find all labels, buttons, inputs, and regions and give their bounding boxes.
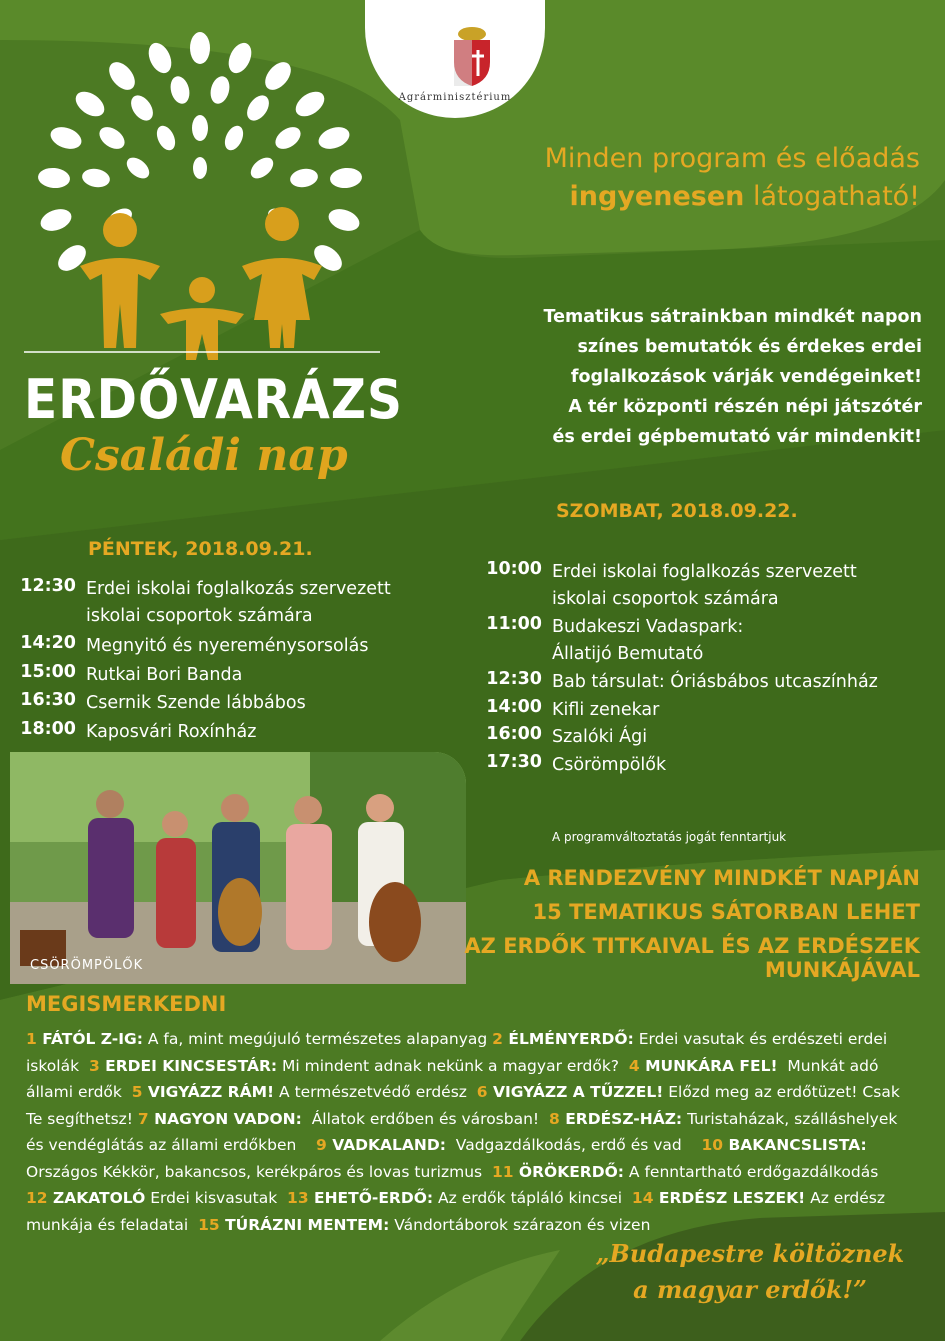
event-text: Az erdész [805, 1189, 886, 1207]
schedule-desc-line: Kaposvári Roxínház [86, 721, 257, 742]
schedule-note: A programváltoztatás jogát fenntartjuk [552, 830, 787, 844]
event-number: 7 [137, 1109, 155, 1128]
tagline-line2 [398, 178, 920, 216]
event-number: 9 [316, 1136, 333, 1154]
schedule-desc [86, 719, 256, 746]
schedule-desc-line: Csernik Szende lábbábos [86, 693, 306, 713]
event-text: Az erdők tápláló kincsei [433, 1189, 632, 1207]
event-text: munkája és feladatai [26, 1215, 199, 1234]
schedule-time: 12:30 [486, 669, 542, 689]
event-text: A fa, mint megújuló természetes alapanyag [142, 1030, 493, 1048]
friday-item [16, 633, 368, 660]
event-text: Erdei vasutak és erdészeti erdei [633, 1030, 888, 1048]
event-text: Mi mindent adnak nekünk a magyar erdők? [277, 1056, 629, 1075]
friday-item [16, 719, 256, 746]
schedule-time: 17:30 [486, 751, 542, 772]
slogan-line: „Budapestre költöznek [595, 1239, 905, 1268]
schedule-desc [86, 662, 242, 689]
intro-text [414, 302, 922, 452]
event-tent-name: ERDEI KINCSESTÁR: [105, 1056, 278, 1075]
event-number: 14 [631, 1189, 659, 1207]
schedule-desc-line: Bab társulat: Óriásbábos utcaszínház [552, 672, 878, 692]
event-text: Vándortáborok szárazon és vizen [389, 1215, 651, 1234]
event-tent-name: FÁTÓL Z-IG: [42, 1030, 143, 1048]
events-headline-3: AZ ERDŐK TITKAIVAL ÉS AZ ERDÉSZEK MUNKÁJÁVAL [464, 934, 920, 982]
schedule-desc [552, 614, 743, 668]
event-text: Állatok erdőben és városban! [301, 1109, 549, 1128]
schedule-desc-line: iskolai csoportok számára [86, 606, 313, 626]
tree-family-logo-icon [10, 28, 390, 368]
event-tent-name: VIGYÁZZ A TŰZZEL! [492, 1083, 664, 1101]
schedule-desc-line: Erdei iskolai foglalkozás szervezett [552, 562, 857, 582]
saturday-item [482, 614, 743, 668]
schedule-time: 15:00 [20, 661, 76, 682]
intro-line: foglalkozások várják vendégeinket! [570, 367, 922, 387]
schedule-desc [552, 669, 878, 696]
brand-subtitle: Családi nap [60, 430, 348, 481]
event-tent-name: MUNKÁRA FEL! [645, 1056, 778, 1075]
schedule-time: 12:30 [20, 576, 76, 596]
event-number: 15 [198, 1215, 226, 1234]
schedule-desc-line: Kifli zenekar [552, 699, 660, 720]
event-number: 6 [476, 1083, 493, 1101]
saturday-item [482, 752, 666, 779]
events-headline-2: 15 TEMATIKUS SÁTORBAN LEHET [532, 900, 920, 924]
event-text: Munkát adó [777, 1056, 879, 1075]
event-line [26, 1030, 920, 1048]
event-text: állami erdők [26, 1083, 132, 1101]
event-text: Te segíthetsz! [26, 1109, 138, 1128]
schedule-time: 11:00 [486, 614, 542, 634]
friday-item [16, 690, 306, 717]
event-tent-name: VADKALAND: [332, 1136, 446, 1154]
schedule-time: 16:00 [486, 724, 542, 744]
schedule-time: 14:20 [20, 633, 76, 653]
intro-line: és erdei gépbemutató vár mindenkit! [552, 427, 922, 447]
event-tent-name: BAKANCSLISTA: [728, 1136, 867, 1154]
event-tent-name: ZAKATOLÓ [52, 1189, 146, 1207]
intro-line: A tér központi részén népi játszótér [568, 397, 922, 417]
events-headline-1: A RENDEZVÉNY MINDKÉT NAPJÁN [523, 866, 920, 890]
schedule-time: 14:00 [486, 696, 542, 717]
schedule-time: 16:30 [20, 690, 76, 710]
event-number: 12 [26, 1189, 53, 1207]
event-number: 2 [492, 1030, 509, 1048]
schedule-desc [552, 559, 857, 613]
tagline-line2-rest: látogatható! [752, 181, 920, 212]
event-tent-name: TÚRÁZNI MENTEM: [225, 1215, 390, 1234]
intro-line: Tematikus sátrainkban mindkét napon [543, 307, 922, 327]
tagline [398, 140, 920, 216]
event-line [26, 1110, 920, 1128]
slogan-line: a magyar erdők!” [633, 1275, 867, 1304]
saturday-title: SZOMBAT, 2018.09.22. [556, 500, 798, 522]
tagline-highlight: ingyenesen [569, 181, 745, 212]
event-tent-name: VIGYÁZZ RÁM! [147, 1083, 275, 1101]
intro-line: színes bemutatók és érdekes erdei [577, 337, 922, 357]
brand-title: ERDŐVARÁZS [24, 368, 404, 431]
events-headline-prefix: MEGISMERKEDNI [26, 992, 227, 1016]
coat-of-arms-icon [448, 26, 496, 88]
event-line [26, 1057, 920, 1075]
event-number: 11 [491, 1162, 519, 1181]
schedule-desc-line: Rutkai Bori Banda [86, 664, 243, 685]
event-tent-name: EHETŐ-ERDŐ: [314, 1189, 434, 1207]
friday-item [16, 576, 391, 630]
event-text: Vadgazdálkodás, erdő és vad [445, 1136, 702, 1154]
event-text: Előzd meg az erdőtüzet! Csak [663, 1083, 900, 1101]
event-text: A fenntartható erdőgazdálkodás [624, 1162, 879, 1181]
event-number: 4 [628, 1056, 646, 1075]
schedule-desc-line: Erdei iskolai foglalkozás szervezett [86, 579, 391, 599]
event-tent-name: ÖRÖKERDŐ: [518, 1162, 624, 1181]
event-text: Erdei kisvasutak [145, 1189, 288, 1207]
event-line [26, 1083, 920, 1101]
event-tent-name: ÉLMÉNYERDŐ: [508, 1030, 634, 1048]
event-line [26, 1163, 920, 1181]
event-tent-name: ERDÉSZ-HÁZ: [565, 1109, 683, 1128]
event-text: Turistaházak, szálláshelyek [682, 1109, 898, 1128]
schedule-desc-line: Budakeszi Vadaspark: [552, 617, 744, 637]
tagline-line1: Minden program és előadás [544, 143, 920, 174]
event-number: 5 [131, 1083, 148, 1101]
saturday-item [482, 559, 857, 613]
saturday-item [482, 697, 659, 724]
event-number: 1 [26, 1030, 43, 1048]
schedule-desc [552, 697, 659, 724]
saturday-item [482, 724, 647, 751]
slogan [570, 1236, 930, 1308]
schedule-desc-line: Megnyitó és nyereménysorsolás [86, 636, 369, 656]
event-number: 10 [701, 1136, 729, 1154]
saturday-item [482, 669, 878, 696]
schedule-desc [86, 690, 306, 717]
schedule-desc [86, 576, 391, 630]
event-line [26, 1136, 920, 1154]
ministry-name: Agrárminisztérium [398, 92, 512, 103]
photo-caption: CSÖRÖMPÖLŐK [30, 958, 144, 973]
event-text: Országos Kékkör, bakancsos, kerékpáros és lovas turizmus [26, 1162, 492, 1181]
schedule-desc [552, 724, 647, 751]
event-text: és vendéglátás az állami erdőkben [26, 1136, 317, 1154]
event-tent-name: NAGYON VADON: [154, 1109, 302, 1128]
schedule-desc-line: iskolai csoportok számára [552, 589, 779, 609]
event-text: A természetvédő erdész [274, 1083, 477, 1101]
event-number: 3 [88, 1056, 106, 1075]
event-number: 8 [549, 1109, 566, 1128]
schedule-desc-line: Állatijó Bemutató [552, 644, 704, 664]
event-line [26, 1189, 920, 1207]
event-text: iskolák [26, 1056, 89, 1075]
event-line [26, 1216, 920, 1234]
schedule-desc-line: Szalóki Ági [552, 727, 648, 747]
schedule-desc [86, 633, 368, 660]
schedule-desc-line: Csörömpölők [552, 754, 667, 775]
friday-title: PÉNTEK, 2018.09.21. [88, 538, 313, 560]
event-number: 13 [287, 1189, 314, 1207]
friday-item [16, 662, 242, 689]
schedule-desc [552, 752, 666, 779]
schedule-time: 10:00 [486, 559, 542, 579]
event-tent-name: ERDÉSZ LESZEK! [658, 1189, 806, 1207]
schedule-time: 18:00 [20, 718, 76, 739]
